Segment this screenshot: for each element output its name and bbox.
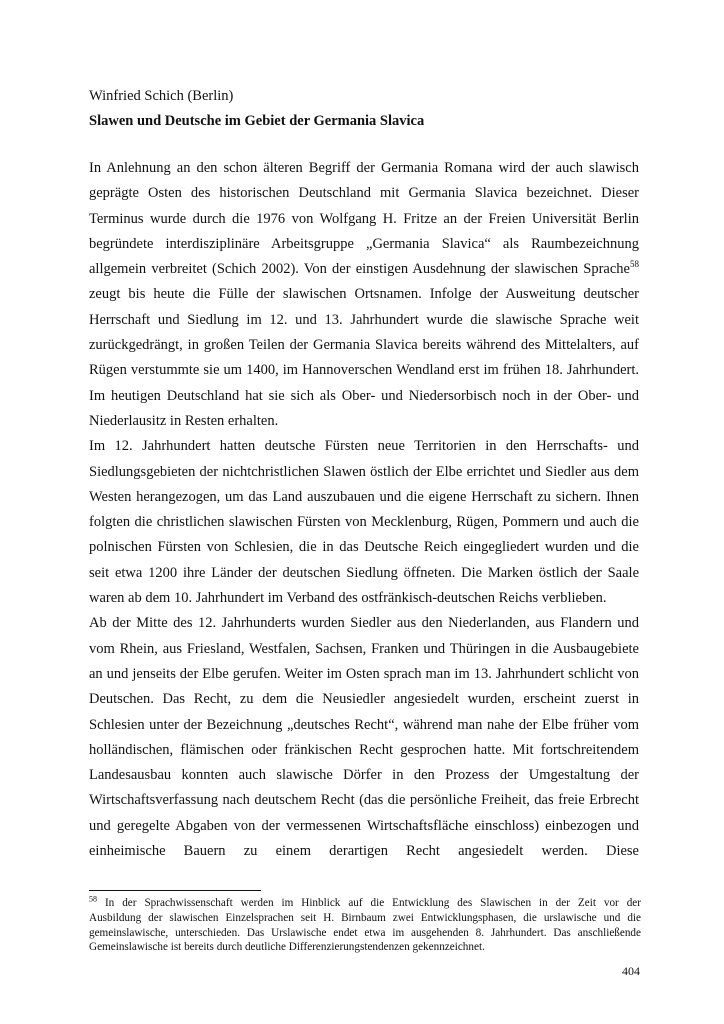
footnote-line: Ausbildung der slawischen Einzelsprachen seit H. Birnbaum zwei Entwicklungsphasen, die urslawische und die (89, 911, 641, 924)
footnote-line-text: In der Sprachwissenschaft werden im Hinblick auf die Entwicklung des Slawischen in der Zeit vor der (104, 897, 642, 909)
footnote-marker: 58 (89, 894, 97, 904)
footnote-line: Gemeinslawische ist bereits durch deutliche Differenzierungstendenzen gekennzeichnet. (89, 941, 485, 954)
body-line: und geregelte Abgaben von der vermessenen Wirtschaftsfläche einschloss) einbezogen und (89, 817, 639, 834)
body-line: Deutschen. Das Recht, zu dem die Neusiedler angesiedelt wurden, erscheint zuerst in (89, 691, 639, 708)
body-line: polnischen Fürsten von Schlesien, die in das Deutsche Reich eingegliedert wurden und die (89, 539, 639, 556)
body-line: Siedlungsgebieten der nichtchristlichen Slawen östlich der Elbe errichtet und Siedler aus dem (89, 463, 639, 480)
body-line: Rügen verstummte sie um 1400, im Hannoverschen Wendland erst im frühen 18. Jahrhundert. (89, 362, 639, 379)
body-line: zeugt bis heute die Fülle der slawischen Ortsnamen. Infolge der Ausweitung deutscher (89, 286, 639, 303)
body-line: Westen herangezogen, um das Land auszubauen und die eigene Herrschaft zu sichern. Ihnen (89, 488, 639, 505)
body-line: In Anlehnung an den schon älteren Begriff der Germania Romana wird der auch slawisch (89, 160, 639, 176)
body-line: folgten die christlichen slawischen Fürsten von Mecklenburg, Rügen, Pommern und auch die (89, 514, 639, 531)
body-line: Niederlausitz in Resten erhalten. (89, 412, 279, 429)
article-title: Slawen und Deutsche im Gebiet der Germania Slavica (89, 113, 425, 129)
footnote-reference: 58 (630, 259, 639, 270)
body-line: begründete interdisziplinäre Arbeitsgruppe „Germania Slavica“ als Raumbezeichnung (89, 235, 639, 252)
footnote-divider (89, 890, 261, 891)
footnote (89, 896, 641, 955)
footnote-line (89, 896, 641, 911)
body-line: waren ab dem 10. Jahrhundert im Verband des ostfränkisch-deutschen Reichs verblieben. (89, 590, 607, 607)
body-line: Terminus wurde durch die 1976 von Wolfgang H. Fritze an der Freien Universität Berlin (89, 210, 639, 227)
body-line: an und jenseits der Elbe gerufen. Weiter im Osten sprach man im 13. Jahrhundert schlicht von (89, 665, 639, 682)
footnote-line: gemeinslawische, unterschieden. Das Urslawische endet etwa im ausgehenden 8. Jahrhundert. Das anschließende (89, 926, 641, 939)
body-line: Schlesien unter der Bezeichnung „deutsches Recht“, während man nahe der Elbe früher vom (89, 716, 639, 733)
body-line: Wirtschaftsverfassung nach deutschem Recht (das die persönliche Freiheit, das freie Erbrecht (89, 792, 639, 809)
body-line: vom Rhein, aus Friesland, Westfalen, Sachsen, Franken und Thüringen in die Ausbaugebiete (89, 640, 639, 657)
body-line: zurückgedrängt, in großen Teilen der Germania Slavica bereits während des Mittelalters, auf (89, 337, 639, 354)
page-number: 404 (622, 964, 640, 978)
body-text (89, 156, 639, 864)
body-line: Herrschaft und Siedlung im 12. und 13. Jahrhundert wurde die slawische Sprache weit (89, 311, 639, 328)
body-line: geprägte Osten des historischen Deutschland mit Germania Slavica bezeichnet. Dieser (89, 185, 639, 202)
body-line: Landesausbau konnten auch slawische Dörfer in den Prozess der Umgestaltung der (89, 767, 639, 784)
body-line-text: allgemein verbreitet (Schich 2002). Von der einstigen Ausdehnung der slawischen Sprache (89, 261, 630, 278)
body-line: holländischen, flämischen oder fränkischen Recht gesprochen hatte. Mit fortschreitendem (89, 741, 639, 758)
body-line: Ab der Mitte des 12. Jahrhunderts wurden Siedler aus den Niederlanden, aus Flandern und (89, 615, 639, 632)
body-line (89, 257, 639, 282)
author-line: Winfried Schich (Berlin) (89, 88, 234, 104)
body-line: Im heutigen Deutschland hat sie sich als Ober- und Niedersorbisch noch in der Ober- und (89, 387, 639, 404)
body-line: einheimische Bauern zu einem derartigen Recht angesiedelt werden. Diese (89, 843, 639, 860)
body-line: Im 12. Jahrhundert hatten deutsche Fürsten neue Territorien in den Herrschafts- und (89, 438, 639, 455)
body-line: seit etwa 1200 ihre Länder der deutschen Siedlung öffneten. Die Marken östlich der Saale (89, 564, 639, 581)
